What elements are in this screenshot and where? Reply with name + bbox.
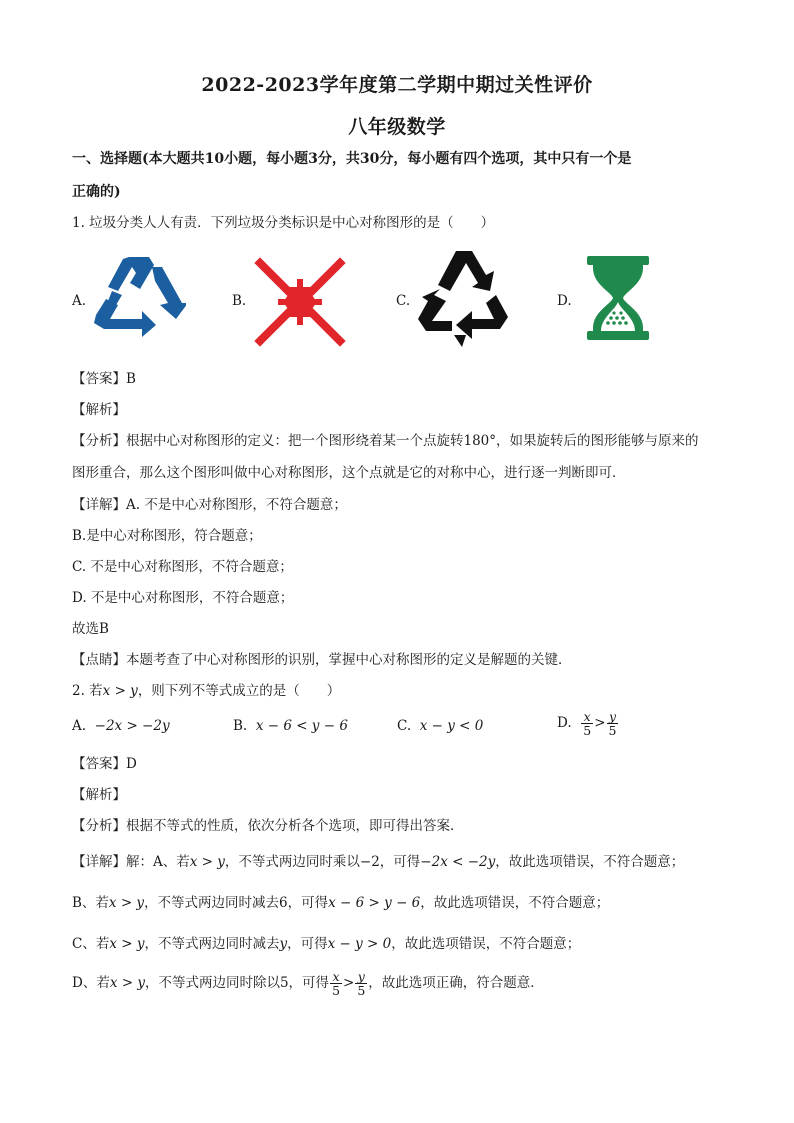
q1-option-a-label: A.	[72, 293, 87, 309]
q1-stem: 1. 垃圾分类人人有责．下列垃圾分类标识是中心对称图形的是（ ）	[72, 215, 495, 231]
section-heading-line2: 正确的)	[72, 184, 121, 200]
q1-detail-d: D. 不是中心对称图形，不符合题意；	[72, 590, 294, 606]
green-hourglass-icon	[585, 256, 651, 340]
q2-detail-c: C、若x > y，不等式两边同时减去y，可得x − y > 0，故此选项错误，不符合题意；	[72, 936, 581, 952]
q1-option-b-label: B.	[232, 293, 247, 309]
q2-stem: 2. 若x > y，则下列不等式成立的是（ ）	[72, 683, 341, 699]
q1-dianjing: 【点睛】本题考查了中心对称图形的识别，掌握中心对称图形的定义是解题的关键．	[72, 652, 572, 668]
q2-analysis-label: 【解析】	[72, 787, 126, 803]
q2-detail-b: B、若x > y，不等式两边同时减去6，可得x − 6 > y − 6，故此选项错误，不符合题意；	[72, 895, 610, 911]
q1-choose: 故选B	[72, 621, 109, 637]
q1-answer: 【答案】B	[72, 371, 136, 387]
black-recycle-triangle-icon	[416, 247, 512, 351]
q2-option-a: A. −2x > −2y	[72, 718, 170, 734]
q1-detail-b: B.是中心对称图形，符合题意；	[72, 528, 262, 544]
q1-analysis-label: 【解析】	[72, 402, 126, 418]
blue-recycle-triangle-icon	[92, 253, 186, 339]
q1-fenxi-line1: 【分析】根据中心对称图形的定义：把一个图形绕着某一个点旋转180°，如果旋转后的图形能够与原来的	[72, 433, 699, 449]
q2-fenxi: 【分析】根据不等式的性质，依次分析各个选项，即可得出答案．	[72, 818, 464, 834]
q2-option-b: B. x − 6 < y − 6	[233, 718, 348, 734]
page-title: 2022-2023学年度第二学期中期过关性评价	[201, 74, 593, 96]
page-subtitle: 八年级数学	[348, 116, 446, 138]
q1-detail-c: C. 不是中心对称图形，不符合题意；	[72, 559, 293, 575]
q1-option-d-label: D.	[557, 293, 572, 309]
q1-option-c-label: C.	[396, 293, 411, 309]
red-inward-arrows-icon	[254, 257, 346, 347]
q1-fenxi-line2: 图形重合，那么这个图形叫做中心对称图形，这个点就是它的对称中心，进行逐一判断即可．	[72, 465, 626, 481]
q2-option-c: C. x − y < 0	[397, 718, 484, 734]
section-heading-line1: 一、选择题(本大题共10小题，每小题3分，共30分，每小题有四个选项，其中只有一个是	[72, 151, 632, 167]
q2-detail-d: D、若x > y，不等式两边同时除以5，可得 $\frac{x}{5}$ > $\frac{y}{5}$ ，故此选项正确，符合题意．	[72, 969, 544, 998]
q2-condition: x > y	[102, 683, 138, 699]
q2-option-d: D. $\frac{x}{5}$ > $\frac{y}{5}$	[557, 709, 617, 738]
q2-answer: 【答案】D	[72, 756, 137, 772]
q2-detail-a: 【详解】解：A、若x > y，不等式两边同时乘以−2，可得−2x < −2y，故此选项错误，不符合题意；	[72, 854, 685, 870]
q1-detail-a: 【详解】A. 不是中心对称图形，不符合题意；	[72, 497, 347, 513]
